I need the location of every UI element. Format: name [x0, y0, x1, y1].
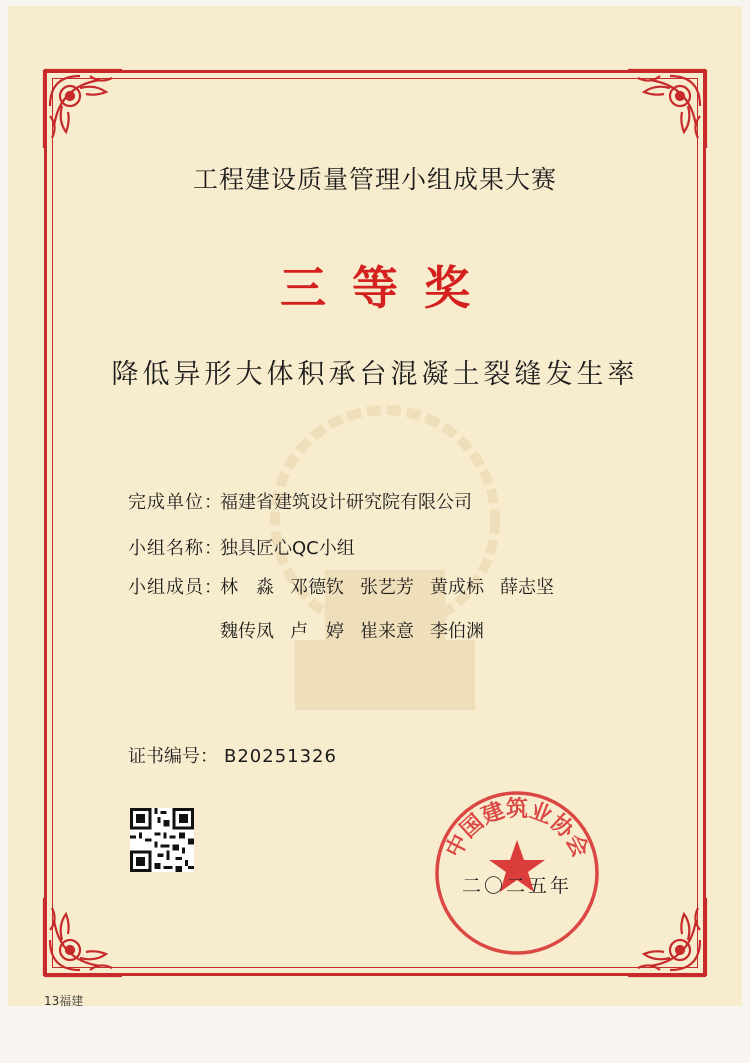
unit-label: 完成单位： — [128, 492, 223, 513]
qr-code-icon — [130, 808, 194, 872]
certificate-number-row — [128, 742, 337, 768]
seal-org-name: 中国建筑业协会 — [440, 796, 594, 862]
seal-year: 二〇二五年 — [461, 875, 572, 897]
member-name: 崔来意 — [360, 621, 414, 642]
member-name: 张艺芳 — [360, 577, 414, 598]
cert-no-value: B20251326 — [224, 746, 337, 767]
member-name: 邓德钦 — [290, 577, 344, 598]
member-name: 卢 婷 — [290, 621, 344, 642]
member-name: 林 淼 — [220, 577, 274, 598]
award-level: 三等奖 — [280, 261, 496, 315]
member-name: 黄成标 — [430, 577, 484, 598]
corner-ornament-icon — [624, 894, 710, 980]
competition-title: 工程建设质量管理小组成果大赛 — [192, 165, 557, 194]
project-title: 降低异形大体积承台混凝土裂缝发生率 — [111, 359, 639, 390]
corner-ornament-icon — [624, 66, 710, 152]
member-name: 薛志坚 — [500, 577, 554, 598]
members-row — [128, 566, 580, 654]
group-value: 独具匠心QC小组 — [220, 538, 355, 559]
member-name: 魏传凤 — [220, 621, 274, 642]
group-row — [128, 534, 355, 560]
official-seal — [432, 788, 602, 958]
member-name: 李伯渊 — [430, 621, 484, 642]
cert-no-label: 证书编号： — [128, 746, 218, 767]
group-label: 小组名称： — [128, 538, 223, 559]
unit-value: 福建省建筑设计研究院有限公司 — [220, 492, 472, 513]
members-list — [220, 566, 580, 654]
members-label: 小组成员： — [128, 577, 223, 598]
corner-ornament-icon — [40, 66, 126, 152]
footer-note: 13福建 — [44, 994, 84, 1008]
corner-ornament-icon — [40, 894, 126, 980]
unit-row — [128, 488, 472, 514]
